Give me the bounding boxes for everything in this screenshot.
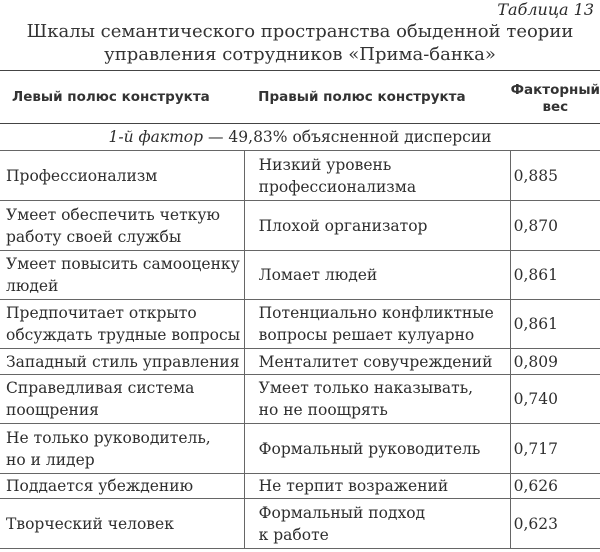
right-pole-line: к работе [258,525,329,544]
factor-weight-cell: 0,809 [511,349,600,375]
right-pole-cell [244,151,510,201]
right-pole-cell [244,375,510,424]
header-right-pole: Правый полюс конструкта [258,89,466,105]
table-row [0,201,600,251]
left-pole-cell [0,499,244,549]
table-number-label: Таблица 13 [497,0,594,19]
header-row [0,71,600,124]
factor-variance: — 49,83% объясненной дисперсии [203,128,492,146]
left-pole-line: Западный стиль управления [6,352,240,371]
factor-weight-cell: 0,870 [511,201,600,251]
right-pole-line: Ломает людей [258,266,378,284]
right-pole-line: профессионализма [258,177,417,196]
right-pole-cell [244,251,510,300]
factor-weight-cell: 0,626 [511,474,600,499]
factor-weight-cell: 0,717 [511,424,600,474]
left-pole-line: Умеет повысить самооценку [6,255,240,273]
right-pole-line: Низкий уровень [258,155,392,174]
left-pole-line: Не только руководитель, [6,428,211,447]
header-factor-weight [511,71,600,124]
factor-name: 1-й фактор [108,128,204,146]
factor-weight-cell: 0,861 [511,251,600,300]
left-pole-line: Творческий человек [6,514,174,533]
right-pole-cell [244,300,510,349]
left-pole-line: работу своей службы [6,227,182,246]
table-row [0,424,600,474]
right-pole-cell [244,201,510,251]
right-pole-line: Менталитет совучреждений [258,352,493,371]
factor-weight-cell: 0,885 [511,151,600,201]
right-pole-line: Формальный подход [258,503,426,522]
table-title [0,20,600,66]
header-weight-line-2: вес [542,99,569,115]
right-pole-cell [244,349,510,375]
factor-caption [0,124,600,151]
right-pole-line: Плохой организатор [258,216,428,235]
title-line-2: управления сотрудников «Прима-банка» [104,44,496,65]
table-row [0,375,600,424]
left-pole-cell [0,349,244,375]
table-row [0,474,600,499]
right-pole-line: Потенциально конфликтные [258,304,494,322]
right-pole-line: вопросы решает кулуарно [258,326,475,344]
right-pole-line: Не терпит возражений [258,477,449,495]
left-pole-cell [0,251,244,300]
left-pole-line: людей [6,277,59,295]
left-pole-line: поощрения [6,401,99,419]
left-pole-line: Умеет обеспечить четкую [6,205,220,224]
left-pole-cell [0,151,244,201]
factor-weight-cell: 0,623 [511,499,600,549]
table-row [0,349,600,375]
left-pole-line: Профессионализм [6,166,158,185]
left-pole-cell [0,300,244,349]
factor-row [0,124,600,151]
right-pole-cell [244,499,510,549]
title-line-1: Шкалы семантического пространства обыденной теории [26,21,574,42]
left-pole-line: Предпочитает открыто [6,304,197,322]
left-pole-line: Справедливая система [6,379,195,397]
left-pole-cell [0,424,244,474]
table-row [0,151,600,201]
right-pole-line: но не поощрять [258,401,388,419]
right-pole-line: Умеет только наказывать, [258,379,474,397]
left-pole-cell [0,201,244,251]
table-row [0,499,600,549]
left-pole-line: Поддается убеждению [6,477,194,495]
factor-weight-cell: 0,740 [511,375,600,424]
table-row [0,251,600,300]
left-pole-line: но и лидер [6,450,95,469]
table-row [0,300,600,349]
semantic-scales-table [0,70,600,549]
factor-weight-cell: 0,861 [511,300,600,349]
left-pole-cell [0,375,244,424]
right-pole-cell [244,424,510,474]
left-pole-line: обсуждать трудные вопросы [6,326,241,344]
right-pole-line: Формальный руководитель [258,439,481,458]
header-weight-line-1: Факторный [510,82,600,98]
left-pole-cell [0,474,244,499]
header-left-pole: Левый полюс конструкта [12,89,210,105]
right-pole-cell [244,474,510,499]
